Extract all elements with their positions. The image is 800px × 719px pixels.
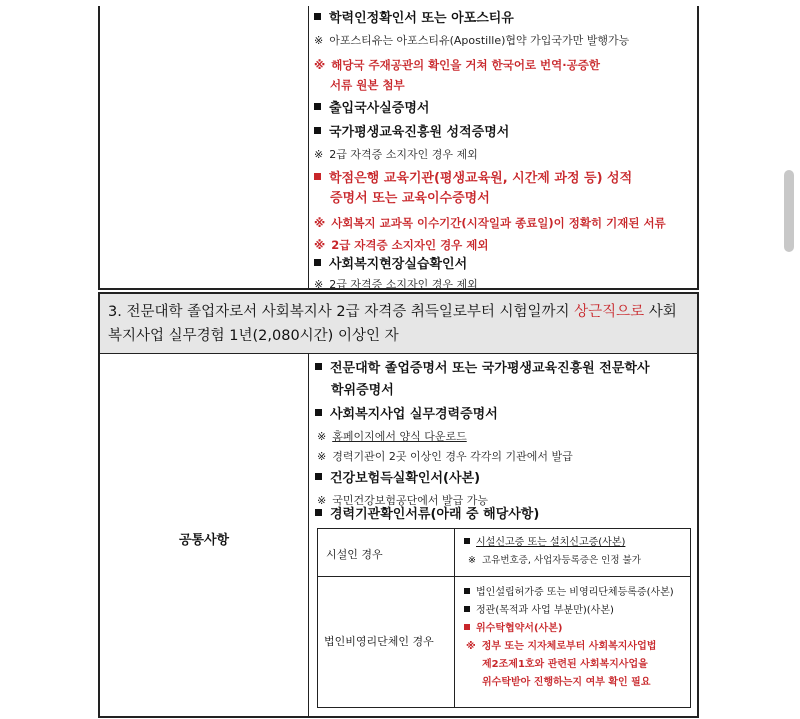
bullet-square-icon (314, 127, 321, 134)
common-documents-cell (309, 354, 697, 716)
section3-header: 3. 전문대학 졸업자로서 사회복지사 2급 자격증 취득일로부터 시험일까지 상근직으로 사회복지사업 실무경험 1년(2,080시간) 이상인 자 (100, 294, 697, 354)
bullet-square-icon (315, 363, 322, 370)
facility-case-label: 시설인 경우 (326, 548, 383, 561)
common-label-cell (100, 354, 309, 716)
corporation-case-label: 법인비영리단체인 경우 (324, 635, 434, 648)
list-item: 전문대학 졸업증명서 또는 국가평생교육진흥원 전문학사 (315, 360, 650, 378)
bullet-square-icon (314, 103, 321, 110)
bullet-square-icon (314, 259, 321, 266)
bullet-square-icon (314, 173, 321, 180)
inner-row-divider (318, 576, 690, 577)
list-item: 건강보험득실확인서(사본) (315, 470, 480, 488)
list-item: 사회복지사업 실무경력증명서 (315, 406, 498, 424)
facility-doc-item: 시설신고증 또는 설치신고증(사본) (464, 535, 625, 551)
corporation-doc-item-red: 위수탁협약서(사본) (464, 621, 562, 637)
bullet-square-icon (315, 473, 322, 480)
corporation-red-note: ※ 정부 또는 지자체로부터 사회복지사업법 (466, 641, 657, 652)
list-continuation: 학위증명서 (331, 383, 394, 398)
list-item: 국가평생교육진흥원 성적증명서 (314, 124, 509, 142)
red-list-continuation: 증명서 또는 교육이수증명서 (330, 191, 490, 206)
note-item: ※ 2급 자격증 소지자인 경우 제외 (314, 278, 478, 291)
note-item: ※ 아포스티유는 아포스티유(Apostille)협약 가입국가만 발행가능 (314, 34, 630, 47)
red-note-item: ※ 사회복지 교과목 이수기간(시작일과 종료일)이 정확히 기재된 서류 (314, 216, 666, 230)
bullet-square-icon (464, 538, 470, 544)
corporation-doc-item: 정관(목적과 사업 부분만)(사본) (464, 603, 614, 619)
note-item: ※ 홈페이지에서 양식 다운로드 (317, 430, 467, 443)
section3-table (98, 292, 699, 718)
corporation-red-note-cont: 위수탁받아 진행하는지 여부 확인 필요 (482, 677, 651, 688)
red-note-item: ※ 해당국 주재공관의 확인을 거쳐 한국어로 번역·공증한 (314, 58, 600, 72)
common-label: 공통사항 (178, 533, 230, 548)
institution-proof-table (317, 528, 691, 708)
list-item: 사회복지현장실습확인서 (314, 256, 467, 274)
corporation-red-note-cont: 제2조제1호와 관련된 사회복지사업을 (482, 659, 648, 670)
note-item: ※ 2급 자격증 소지자인 경우 제외 (314, 148, 478, 161)
list-item: 경력기관확인서류(아래 중 해당사항) (315, 506, 539, 524)
bullet-square-icon (464, 588, 470, 594)
list-item: 학력인정확인서 또는 아포스티유 (314, 10, 514, 28)
red-list-item: 학점은행 교육기관(평생교육원, 시간제 과정 등) 성적 (314, 170, 632, 188)
bullet-square-icon (464, 624, 470, 630)
bullet-square-icon (314, 13, 321, 20)
note-item: ※ 경력기관이 2곳 이상인 경우 각각의 기관에서 발급 (317, 450, 573, 463)
bullet-square-icon (464, 606, 470, 612)
inner-column-divider (454, 529, 455, 707)
facility-note: ※ 고유번호증, 사업자등록증은 인정 불가 (468, 555, 641, 566)
top-table (98, 6, 699, 290)
scrollbar-thumb[interactable] (784, 170, 794, 252)
column-divider (308, 6, 309, 288)
corporation-doc-item: 법인설립허가증 또는 비영리단체등록증(사본) (464, 585, 674, 601)
red-note-item: ※ 2급 자격증 소지자인 경우 제외 (314, 238, 489, 252)
list-item: 출입국사실증명서 (314, 100, 429, 118)
note-item: ※ 국민건강보험공단에서 발급 가능 (317, 494, 488, 507)
bullet-square-icon (315, 509, 322, 516)
red-note-continuation: 서류 원본 첨부 (330, 78, 405, 92)
bullet-square-icon (315, 409, 322, 416)
